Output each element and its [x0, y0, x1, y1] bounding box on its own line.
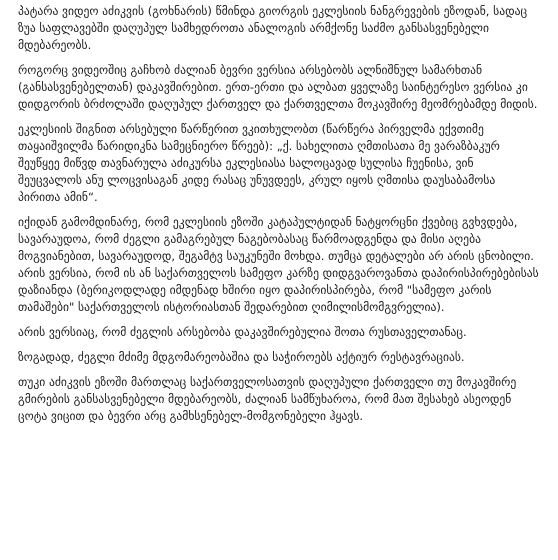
article-paragraph-inscription: ეკლესიის შიგნით არსებული წარწერით ვკითხულობთ (წარწერა პირველმა ექვთიმე თაყაიშვილმა წარიდიკნა სამეცნიერო წრეებ): „ქ. სახელითა ღმთისათა მე ვარაზბაკურ შეუწყეე მიწვდ თავნარულა აძიკურსა ეკლესიასა სალოცავად სულისა ჩუენისა, ვინ შეუცვალოს ანუ ლოცვისაგან კიდე რასაც უნუვდეეს, კრულ იყოს ღმთისა დაუსაბამოსა პირითა ამინ“.: [18, 122, 500, 204]
article-paragraph-intro: პატარა ვიდეო აძიკვის (გოხნარის) წმინდა გიორგის ეკლესიის ნანგრევების ეზოდან, სადაც ზუა საფლავებში დაღუპულ სამხედროთა ანალოგის არმქონე საძმო განსასვენებელი მდებარეობს.: [18, 4, 528, 52]
article-paragraph-versions: როგორც ვიდეოშიც გაჩხობ ძალიან ბევრი ვერსია არსებობს ალნიშნულ სამარხთან (განსასვენებელთან) დაკავშირებით. ერთ-ერთი და ალბათ ყველაზე საინტერესო ვერსია კი დიდგორის ბრძოლაში დაღუპულ ქართველ და ქართველთა მოკავშირე მეომრებამდე მიდის.: [18, 63, 538, 111]
article-paragraph-restoration: ზოგადად, ძეგლი მძიმე მდგომარეობაშია და საჭიროებს აქტიურ რესტავრაციას.: [18, 350, 465, 364]
article-paragraph-conclusion: თუკი აძიკვის ეზოში მართლაც საქართველოსათვის დაღუპული ქართველი თუ მოკავშირე გმირების განსასვენებელი მდებარეობს, ძალიან სამწუხაროა, რომ მათ შესახებ ასეოდენ ცოტა ვიცით და ბევრი არც გამხსენებელ-მომგონებელი ჰყავს.: [18, 375, 517, 423]
article-body: [18, 3, 540, 425]
article-paragraph-fortification: იქიდან გამომდინარე, რომ ეკლესიის ეზოში კატაპულტიდან ნატყორცნი ქვებიც გვხვდება, სავარაუდოა, რომ ძეგლი გამაგრებულ ნაგებობასაც წარმოადგენდა და მისი აღება მოგვიანებით, სავარაუდოდ, შეგამტვ საუკუნეში მოხდა. თუმცა დეტალები არ არის ცნობილი. არის ვერსია, რომ ის ან საქართველოს სამეფო კარზე დიდგვაროვანთა დაპირისპირებებისას დაზიანდა (ბერიკოდლადე იმდენად ხშირი იყო დაპირისპირება, რომ "სამეფო კარის თამაშები" საქართველოს ისტორიასთან შედარებით ღიმილისმომგვრელია).: [18, 215, 539, 314]
article-paragraph-rustaveli: არის ვერსიაც, რომ ძეგლის არსებობა დაკავშირებულია შოთა რუსთაველთანაც.: [18, 325, 467, 339]
